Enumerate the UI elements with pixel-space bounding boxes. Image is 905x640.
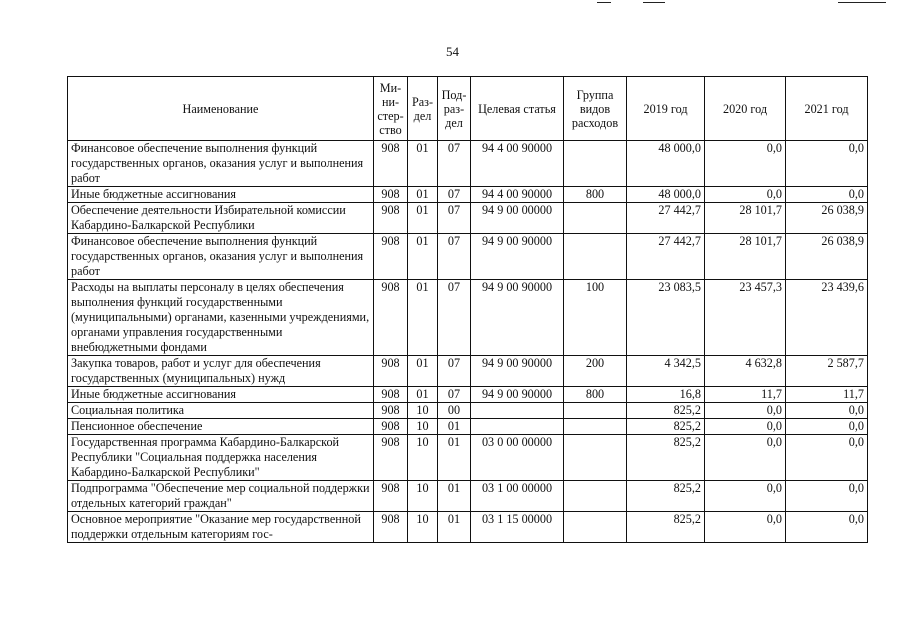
- table-row: [68, 419, 868, 435]
- cell-y2019: 4 342,5: [627, 356, 705, 387]
- cell-name: Иные бюджетные ассигнования: [68, 187, 374, 203]
- cell-name: Социальная политика: [68, 403, 374, 419]
- cell-target: [471, 403, 564, 419]
- cell-podrazdel: 07: [438, 141, 471, 187]
- cell-name: Пенсионное обеспечение: [68, 419, 374, 435]
- cell-ministry: 908: [374, 387, 408, 403]
- cell-y2020: 0,0: [705, 512, 786, 543]
- table-row: [68, 435, 868, 481]
- cell-y2019: 23 083,5: [627, 280, 705, 356]
- cell-y2019: 825,2: [627, 403, 705, 419]
- cell-name: Обеспечение деятельности Избирательной комиссии Кабардино-Балкарской Республики: [68, 203, 374, 234]
- cell-target: 94 4 00 90000: [471, 187, 564, 203]
- cell-target: 03 1 15 00000: [471, 512, 564, 543]
- cell-ministry: 908: [374, 419, 408, 435]
- table-row: [68, 403, 868, 419]
- cell-name: Финансовое обеспечение выполнения функций государственных органов, оказания услуг и выполнения работ: [68, 234, 374, 280]
- cell-name: Основное мероприятие "Оказание мер государственной поддержки отдельным категориям гос-: [68, 512, 374, 543]
- cell-name: Закупка товаров, работ и услуг для обеспечения государственных (муниципальных) нужд: [68, 356, 374, 387]
- cell-podrazdel: 07: [438, 187, 471, 203]
- cell-ministry: 908: [374, 280, 408, 356]
- header-group: Группа видов расходов: [564, 77, 627, 141]
- cell-group: [564, 403, 627, 419]
- top-rule-segment: [643, 2, 665, 3]
- cell-razdel: 01: [408, 141, 438, 187]
- cell-y2019: 16,8: [627, 387, 705, 403]
- cell-razdel: 10: [408, 481, 438, 512]
- cell-razdel: 01: [408, 234, 438, 280]
- cell-podrazdel: 00: [438, 403, 471, 419]
- cell-y2019: 825,2: [627, 435, 705, 481]
- cell-target: 94 9 00 90000: [471, 356, 564, 387]
- table-row: [68, 141, 868, 187]
- cell-y2021: 0,0: [786, 187, 868, 203]
- cell-y2021: 11,7: [786, 387, 868, 403]
- cell-y2021: 23 439,6: [786, 280, 868, 356]
- table-row: [68, 280, 868, 356]
- cell-y2020: 28 101,7: [705, 203, 786, 234]
- cell-podrazdel: 07: [438, 280, 471, 356]
- cell-target: 94 9 00 90000: [471, 234, 564, 280]
- cell-y2019: 48 000,0: [627, 141, 705, 187]
- table-body: [68, 141, 868, 543]
- table-row: [68, 187, 868, 203]
- cell-name: Иные бюджетные ассигнования: [68, 387, 374, 403]
- cell-target: 03 0 00 00000: [471, 435, 564, 481]
- cell-group: [564, 234, 627, 280]
- cell-target: [471, 419, 564, 435]
- cell-group: 100: [564, 280, 627, 356]
- cell-ministry: 908: [374, 141, 408, 187]
- cell-y2019: 48 000,0: [627, 187, 705, 203]
- cell-razdel: 01: [408, 356, 438, 387]
- cell-podrazdel: 01: [438, 419, 471, 435]
- cell-razdel: 10: [408, 512, 438, 543]
- cell-y2021: 0,0: [786, 435, 868, 481]
- cell-podrazdel: 07: [438, 203, 471, 234]
- header-name: Наименование: [68, 77, 374, 141]
- cell-y2020: 0,0: [705, 481, 786, 512]
- header-2020: 2020 год: [705, 77, 786, 141]
- page-number: 54: [446, 44, 459, 59]
- cell-name: Государственная программа Кабардино-Балкарской Республики "Социальная поддержка населения Кабардино-Балкарской Республики": [68, 435, 374, 481]
- cell-y2021: 0,0: [786, 403, 868, 419]
- cell-ministry: 908: [374, 435, 408, 481]
- cell-target: 94 9 00 90000: [471, 387, 564, 403]
- cell-group: 200: [564, 356, 627, 387]
- cell-razdel: 01: [408, 203, 438, 234]
- header-razdel: Раз-дел: [408, 77, 438, 141]
- cell-y2020: 0,0: [705, 435, 786, 481]
- cell-razdel: 10: [408, 419, 438, 435]
- cell-razdel: 10: [408, 403, 438, 419]
- cell-group: [564, 141, 627, 187]
- table-row: [68, 234, 868, 280]
- cell-podrazdel: 07: [438, 356, 471, 387]
- cell-group: [564, 203, 627, 234]
- cell-y2021: 26 038,9: [786, 203, 868, 234]
- header-ministry: Ми-ни-стер-ство: [374, 77, 408, 141]
- cell-podrazdel: 07: [438, 387, 471, 403]
- cell-razdel: 01: [408, 187, 438, 203]
- cell-y2021: 0,0: [786, 512, 868, 543]
- cell-y2020: 23 457,3: [705, 280, 786, 356]
- table-row: [68, 387, 868, 403]
- table-row: [68, 203, 868, 234]
- cell-y2021: 0,0: [786, 419, 868, 435]
- cell-ministry: 908: [374, 356, 408, 387]
- budget-table: [67, 76, 868, 543]
- table-header-row: [68, 77, 868, 141]
- cell-y2021: 26 038,9: [786, 234, 868, 280]
- cell-group: [564, 481, 627, 512]
- header-2021: 2021 год: [786, 77, 868, 141]
- cell-target: 94 9 00 90000: [471, 280, 564, 356]
- cell-name: Финансовое обеспечение выполнения функций государственных органов, оказания услуг и выполнения работ: [68, 141, 374, 187]
- cell-razdel: 01: [408, 387, 438, 403]
- cell-ministry: 908: [374, 512, 408, 543]
- cell-target: 94 4 00 90000: [471, 141, 564, 187]
- cell-group: 800: [564, 187, 627, 203]
- cell-y2020: 0,0: [705, 419, 786, 435]
- cell-y2020: 4 632,8: [705, 356, 786, 387]
- cell-y2020: 0,0: [705, 141, 786, 187]
- cell-y2020: 28 101,7: [705, 234, 786, 280]
- cell-y2020: 0,0: [705, 403, 786, 419]
- header-2019: 2019 год: [627, 77, 705, 141]
- cell-ministry: 908: [374, 234, 408, 280]
- cell-y2021: 0,0: [786, 141, 868, 187]
- cell-razdel: 10: [408, 435, 438, 481]
- cell-y2020: 0,0: [705, 187, 786, 203]
- table-row: [68, 481, 868, 512]
- cell-group: [564, 435, 627, 481]
- cell-group: 800: [564, 387, 627, 403]
- cell-name: Расходы на выплаты персоналу в целях обеспечения выполнения функций государственными (муниципальными) органами, казенными учреждениями, органами управления государственными внебюджетными фондами: [68, 280, 374, 356]
- top-rule-segment: [597, 2, 611, 3]
- cell-ministry: 908: [374, 203, 408, 234]
- cell-group: [564, 419, 627, 435]
- cell-target: 03 1 00 00000: [471, 481, 564, 512]
- cell-y2021: 0,0: [786, 481, 868, 512]
- cell-y2019: 27 442,7: [627, 234, 705, 280]
- cell-y2019: 825,2: [627, 512, 705, 543]
- cell-y2020: 11,7: [705, 387, 786, 403]
- cell-target: 94 9 00 00000: [471, 203, 564, 234]
- cell-ministry: 908: [374, 481, 408, 512]
- cell-ministry: 908: [374, 187, 408, 203]
- top-rule-segment: [838, 2, 886, 3]
- table-row: [68, 512, 868, 543]
- cell-name: Подпрограмма "Обеспечение мер социальной поддержки отдельных категорий граждан": [68, 481, 374, 512]
- cell-podrazdel: 07: [438, 234, 471, 280]
- cell-podrazdel: 01: [438, 435, 471, 481]
- cell-razdel: 01: [408, 280, 438, 356]
- cell-podrazdel: 01: [438, 512, 471, 543]
- header-target: Целевая статья: [471, 77, 564, 141]
- cell-podrazdel: 01: [438, 481, 471, 512]
- cell-y2019: 825,2: [627, 481, 705, 512]
- cell-y2019: 825,2: [627, 419, 705, 435]
- cell-y2019: 27 442,7: [627, 203, 705, 234]
- table-row: [68, 356, 868, 387]
- cell-y2021: 2 587,7: [786, 356, 868, 387]
- header-podrazdel: Под-раз-дел: [438, 77, 471, 141]
- cell-ministry: 908: [374, 403, 408, 419]
- cell-group: [564, 512, 627, 543]
